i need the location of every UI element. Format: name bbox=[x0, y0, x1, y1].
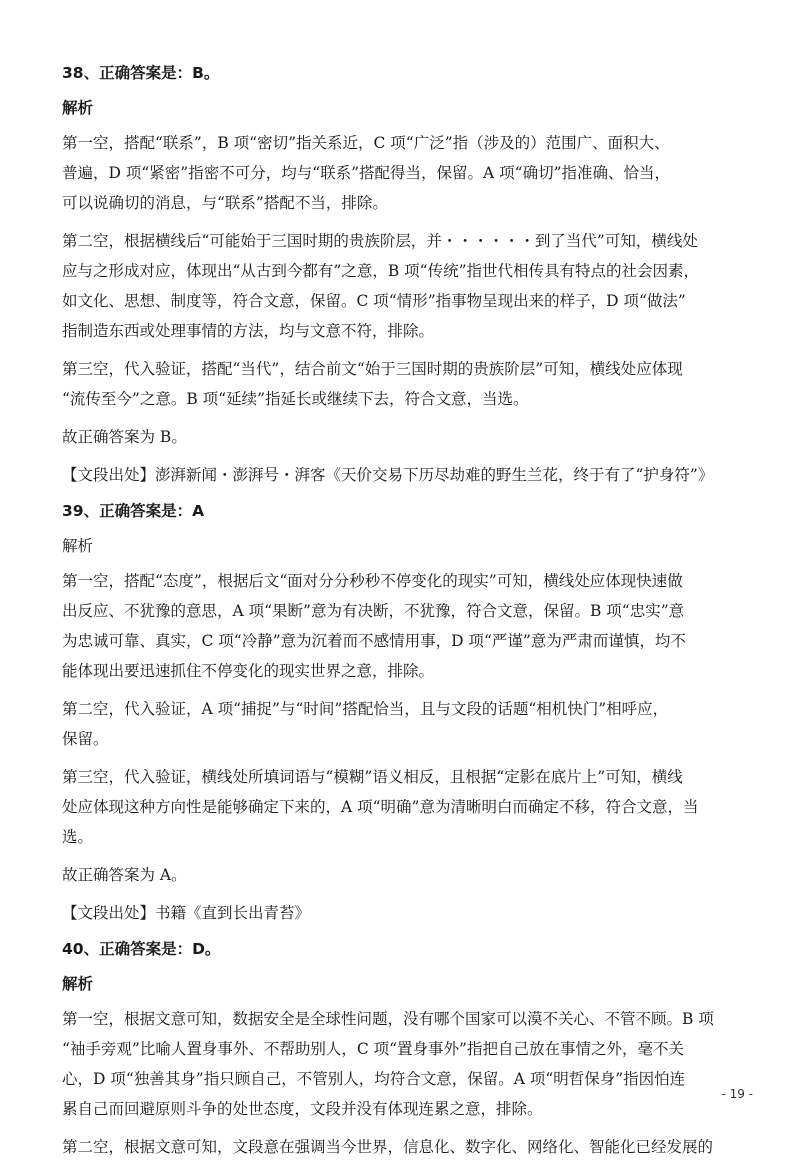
q39-analysis-heading: 解析 bbox=[62, 537, 94, 555]
text-line: 第二空，代入验证，A 项“捕捉”与“时间”搭配恰当，且与文段的话题“相机快门”相呼应， bbox=[62, 700, 669, 718]
q39-paragraph-1 bbox=[62, 566, 742, 686]
q38-answer-heading: 38、正确答案是：B。 bbox=[62, 64, 220, 82]
text-line: “流传至今”之意。B 项“延续”指延长或继续下去，符合文意，当选。 bbox=[62, 390, 529, 408]
text-line: 出反应、不犹豫的意思，A 项“果断”意为有决断，不犹豫，符合文意，保留。B 项“忠实”意 bbox=[62, 602, 685, 620]
text-line: 应与之形成对应，体现出“从古到今都有”之意，B 项“传统”指世代相传具有特点的社会因素， bbox=[62, 262, 700, 280]
document-content bbox=[62, 58, 742, 1162]
text-line: 第一空，搭配“联系”，B 项“密切”指关系近，C 项“广泛”指（涉及的）范围广、面积大、 bbox=[62, 134, 670, 152]
text-line: “袖手旁观”比喻人置身事外、不帮助别人，C 项“置身事外”指把自己放在事情之外，毫不关 bbox=[62, 1040, 684, 1058]
text-line: 第二空，根据文意可知，文段意在强调当今世界，信息化、数字化、网络化、智能化已经发展的 bbox=[62, 1138, 714, 1156]
q39-answer-heading: 39、正确答案是：A bbox=[62, 502, 205, 520]
text-line: 第一空，搭配“态度”，根据后文“面对分分秒秒不停变化的现实”可知，横线处应体现快速做 bbox=[62, 572, 683, 590]
text-line: 如文化、思想、制度等，符合文意，保留。C 项“情形”指事物呈现出来的样子，D 项“做法” bbox=[62, 292, 686, 310]
text-line: 第三空，代入验证，横线处所填词语与“模糊”语义相反，且根据“定影在底片上”可知，横线 bbox=[62, 768, 683, 786]
q38-paragraph-3 bbox=[62, 354, 742, 414]
text-line: 保留。 bbox=[62, 730, 109, 748]
q39-source: 【文段出处】书籍《直到长出青苔》 bbox=[62, 904, 311, 922]
q39-paragraph-3 bbox=[62, 762, 742, 852]
q39-conclusion bbox=[62, 860, 742, 890]
q38-analysis-heading: 解析 bbox=[62, 99, 94, 117]
q40-paragraph-1 bbox=[62, 1004, 742, 1124]
text-line: 故正确答案为 B。 bbox=[62, 428, 187, 446]
q40-analysis-heading: 解析 bbox=[62, 975, 94, 993]
q40-paragraph-2 bbox=[62, 1132, 742, 1162]
text-line: 第二空，根据横线后“可能始于三国时期的贵族阶层，并・・・・・・到了当代”可知，横线处 bbox=[62, 232, 698, 250]
q38-paragraph-2 bbox=[62, 226, 742, 346]
page-number: - 19 - bbox=[721, 1087, 753, 1101]
q38-source: 【文段出处】澎湃新闻・澎湃号・湃客《天价交易下历尽劫难的野生兰花，终于有了“护身符”》 bbox=[62, 466, 714, 484]
text-line: 选。 bbox=[62, 828, 94, 846]
text-line: 处应体现这种方向性是能够确定下来的，A 项“明确”意为清晰明白而确定不移，符合文意，当 bbox=[62, 798, 699, 816]
text-line: 普遍，D 项“紧密”指密不可分，均与“联系”搭配得当，保留。A 项“确切”指准确、恰当， bbox=[62, 164, 671, 182]
q38-conclusion bbox=[62, 422, 742, 452]
q40-answer-heading: 40、正确答案是：D。 bbox=[62, 940, 221, 958]
text-line: 指制造东西或处理事情的方法，均与文意不符，排除。 bbox=[62, 322, 435, 340]
q38-paragraph-1 bbox=[62, 128, 742, 218]
text-line: 第三空，代入验证，搭配“当代”，结合前文“始于三国时期的贵族阶层”可知，横线处应体现 bbox=[62, 360, 683, 378]
text-line: 为忠诚可靠、真实，C 项“冷静”意为沉着而不感情用事，D 项“严谨”意为严肃而谨慎，均不 bbox=[62, 632, 686, 650]
text-line: 故正确答案为 A。 bbox=[62, 866, 187, 884]
text-line: 心，D 项“独善其身”指只顾自己，不管别人，均符合文意，保留。A 项“明哲保身”指因怕连 bbox=[62, 1070, 686, 1088]
text-line: 能体现出要迅速抓住不停变化的现实世界之意，排除。 bbox=[62, 662, 435, 680]
text-line: 可以说确切的消息，与“联系”搭配不当，排除。 bbox=[62, 194, 388, 212]
text-line: 累自己而回避原则斗争的处世态度，文段并没有体现连累之意，排除。 bbox=[62, 1100, 543, 1118]
text-line: 第一空，根据文意可知，数据安全是全球性问题，没有哪个国家可以漠不关心、不管不顾。B 项 bbox=[62, 1010, 714, 1028]
q39-paragraph-2 bbox=[62, 694, 742, 754]
